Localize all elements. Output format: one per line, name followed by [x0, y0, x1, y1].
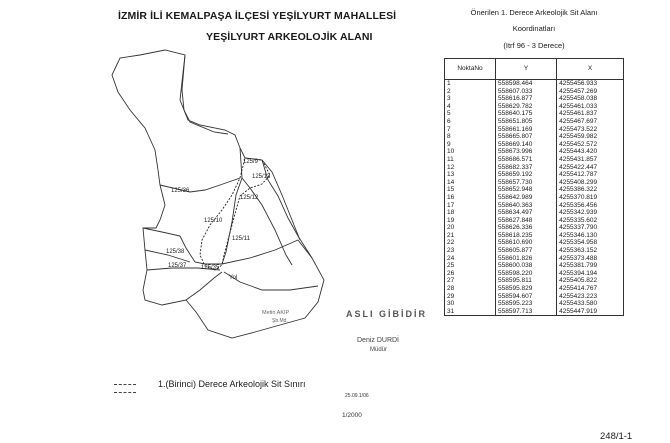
coordinate-table	[444, 58, 624, 316]
y-coordinate: 558640.363	[496, 202, 557, 210]
legend-symbol	[114, 384, 136, 393]
point-number: 27	[445, 277, 496, 285]
table-row	[445, 293, 624, 301]
parcel-label: 125/11	[232, 236, 250, 242]
table-row	[445, 224, 624, 232]
point-number: 5	[445, 110, 496, 118]
coord-datum: (Itrf 96 - 3 Derece)	[503, 41, 565, 50]
y-coordinate: 558595.829	[496, 285, 557, 293]
point-number: 8	[445, 133, 496, 141]
legend-label: 1.(Birinci) Derece Arkeolojik Sit Sınırı	[158, 379, 306, 389]
point-number: 30	[445, 300, 496, 308]
point-number: 7	[445, 126, 496, 134]
x-coordinate: 4255422.447	[557, 164, 624, 172]
table-row	[445, 171, 624, 179]
table-row	[445, 179, 624, 187]
y-coordinate: 558626.336	[496, 224, 557, 232]
parcel-boundary-line	[182, 55, 228, 134]
y-coordinate: 558665.807	[496, 133, 557, 141]
x-coordinate: 4255346.130	[557, 232, 624, 240]
x-coordinate: 4255408.299	[557, 179, 624, 187]
point-number: 20	[445, 224, 496, 232]
point-number: 15	[445, 186, 496, 194]
x-coordinate: 4255452.572	[557, 141, 624, 149]
y-coordinate: 558682.337	[496, 164, 557, 172]
parcel-label: 125/37	[168, 263, 187, 269]
parcel-label: 125/36	[171, 188, 190, 194]
x-coordinate: 4255433.580	[557, 300, 624, 308]
table-row	[445, 194, 624, 202]
x-coordinate: 4255461.033	[557, 103, 624, 111]
y-coordinate: 558640.175	[496, 110, 557, 118]
table-row	[445, 103, 624, 111]
parcel-label: 125/35	[201, 265, 220, 271]
parcel-label: 125/9	[243, 159, 259, 165]
certified-stamp: ASLI GİBİDİR	[346, 309, 428, 319]
y-coordinate: 558605.877	[496, 247, 557, 255]
point-number: 16	[445, 194, 496, 202]
road-label: Yol	[229, 275, 238, 281]
point-number: 6	[445, 118, 496, 126]
table-row	[445, 88, 624, 96]
y-coordinate: 558601.826	[496, 255, 557, 263]
coord-subheading: Koordinatları	[512, 24, 556, 33]
map-title-line1: İZMİR İLİ KEMALPAŞA İLÇESİ YEŞİLYURT MAHALLESİ	[118, 10, 397, 22]
parcel-boundary-line	[186, 272, 222, 300]
point-number: 11	[445, 156, 496, 164]
x-coordinate: 4255461.837	[557, 110, 624, 118]
parcel-boundary-line	[205, 240, 312, 264]
page-number: 248/1-1	[600, 431, 633, 442]
table-row	[445, 110, 624, 118]
table-row	[445, 270, 624, 278]
x-coordinate: 4255370.819	[557, 194, 624, 202]
y-coordinate: 558661.169	[496, 126, 557, 134]
point-number: 22	[445, 239, 496, 247]
y-coordinate: 558597.713	[496, 308, 557, 316]
table-row	[445, 126, 624, 134]
signature-title: Şb.Md.	[272, 318, 288, 324]
parcel-boundary-line	[242, 178, 292, 265]
parcel-boundary-line	[224, 272, 318, 290]
x-coordinate: 4255459.982	[557, 133, 624, 141]
table-row	[445, 232, 624, 240]
y-coordinate: 558634.497	[496, 209, 557, 217]
point-number: 17	[445, 202, 496, 210]
x-coordinate: 4255456.933	[557, 80, 624, 88]
point-number: 14	[445, 179, 496, 187]
table-row	[445, 133, 624, 141]
y-coordinate: 558618.235	[496, 232, 557, 240]
map-scale: 1/2000	[342, 412, 362, 419]
y-coordinate: 558595.223	[496, 300, 557, 308]
x-coordinate: 4255473.522	[557, 126, 624, 134]
x-coordinate: 4255431.857	[557, 156, 624, 164]
point-number: 9	[445, 141, 496, 149]
faint-stamp-text	[336, 268, 338, 274]
coord-heading: Önerilen 1. Derece Arkeolojik Sit Alanı	[470, 8, 598, 17]
table-row	[445, 118, 624, 126]
x-coordinate: 4255356.456	[557, 202, 624, 210]
y-coordinate: 558659.192	[496, 171, 557, 179]
x-coordinate: 4255373.488	[557, 255, 624, 263]
point-number: 28	[445, 285, 496, 293]
x-coordinate: 4255381.799	[557, 262, 624, 270]
y-coordinate: 558600.038	[496, 262, 557, 270]
y-coordinate: 558642.989	[496, 194, 557, 202]
point-number: 21	[445, 232, 496, 240]
table-row	[445, 80, 624, 88]
table-row	[445, 262, 624, 270]
table-row	[445, 255, 624, 263]
parcel-label: 125/13	[252, 174, 271, 180]
x-coordinate: 4255342.939	[557, 209, 624, 217]
x-coordinate: 4255414.767	[557, 285, 624, 293]
y-coordinate: 558598.464	[496, 80, 557, 88]
table-row	[445, 186, 624, 194]
y-coordinate: 558652.948	[496, 186, 557, 194]
parcel-boundary-outer	[112, 50, 324, 338]
y-coordinate: 558598.220	[496, 270, 557, 278]
official-name: Deniz DURDİ	[357, 337, 400, 344]
y-coordinate: 558607.033	[496, 88, 557, 96]
table-row	[445, 209, 624, 217]
x-coordinate: 4255394.194	[557, 270, 624, 278]
table-row	[445, 95, 624, 103]
table-row	[445, 300, 624, 308]
y-coordinate: 558657.730	[496, 179, 557, 187]
point-number: 26	[445, 270, 496, 278]
table-row	[445, 164, 624, 172]
column-header-y: Y	[496, 59, 557, 80]
parcel-label: 125/12	[240, 195, 259, 201]
point-number: 10	[445, 148, 496, 156]
point-number: 12	[445, 164, 496, 172]
point-number: 23	[445, 247, 496, 255]
table-row	[445, 239, 624, 247]
table-row	[445, 141, 624, 149]
point-number: 13	[445, 171, 496, 179]
y-coordinate: 558627.848	[496, 217, 557, 225]
table-row	[445, 285, 624, 293]
signature-name: Metin AKIP	[262, 310, 290, 316]
x-coordinate: 4255423.223	[557, 293, 624, 301]
y-coordinate: 558673.996	[496, 148, 557, 156]
x-coordinate: 4255405.822	[557, 277, 624, 285]
point-number: 3	[445, 95, 496, 103]
map-title-line2: YEŞİLYURT ARKEOLOJİK ALANI	[206, 31, 373, 43]
point-number: 19	[445, 217, 496, 225]
y-coordinate: 558616.877	[496, 95, 557, 103]
y-coordinate: 558595.811	[496, 277, 557, 285]
point-number: 4	[445, 103, 496, 111]
point-number: 18	[445, 209, 496, 217]
y-coordinate: 558610.690	[496, 239, 557, 247]
table-row	[445, 217, 624, 225]
parcel-label: 125/10	[204, 218, 223, 224]
column-header-nokta: NoktaNo	[445, 59, 496, 80]
x-coordinate: 4255386.322	[557, 186, 624, 194]
y-coordinate: 558669.140	[496, 141, 557, 149]
x-coordinate: 4255458.038	[557, 95, 624, 103]
parcel-boundary-line	[143, 228, 205, 264]
point-number: 31	[445, 308, 496, 316]
point-number: 25	[445, 262, 496, 270]
x-coordinate: 4255412.787	[557, 171, 624, 179]
parcel-label: 125/38	[166, 249, 185, 255]
table-row	[445, 156, 624, 164]
x-coordinate: 4255337.790	[557, 224, 624, 232]
official-title: Müdür	[370, 347, 388, 353]
x-coordinate: 4255354.958	[557, 239, 624, 247]
x-coordinate: 4255457.269	[557, 88, 624, 96]
point-number: 29	[445, 293, 496, 301]
y-coordinate: 558594.607	[496, 293, 557, 301]
table-row	[445, 247, 624, 255]
table-row	[445, 277, 624, 285]
x-coordinate: 4255447.919	[557, 308, 624, 316]
table-row	[445, 202, 624, 210]
x-coordinate: 4255335.602	[557, 217, 624, 225]
legend-date: 25.09.1/06	[345, 393, 369, 399]
parcel-boundary-line	[262, 160, 300, 240]
point-number: 1	[445, 80, 496, 88]
y-coordinate: 558629.782	[496, 103, 557, 111]
y-coordinate: 558686.571	[496, 156, 557, 164]
y-coordinate: 558651.805	[496, 118, 557, 126]
table-row	[445, 308, 624, 316]
table-row	[445, 148, 624, 156]
x-coordinate: 4255467.697	[557, 118, 624, 126]
x-coordinate: 4255363.152	[557, 247, 624, 255]
point-number: 2	[445, 88, 496, 96]
x-coordinate: 4255443.420	[557, 148, 624, 156]
column-header-x: X	[557, 59, 624, 80]
parcel-boundary-line	[222, 148, 242, 264]
point-number: 24	[445, 255, 496, 263]
